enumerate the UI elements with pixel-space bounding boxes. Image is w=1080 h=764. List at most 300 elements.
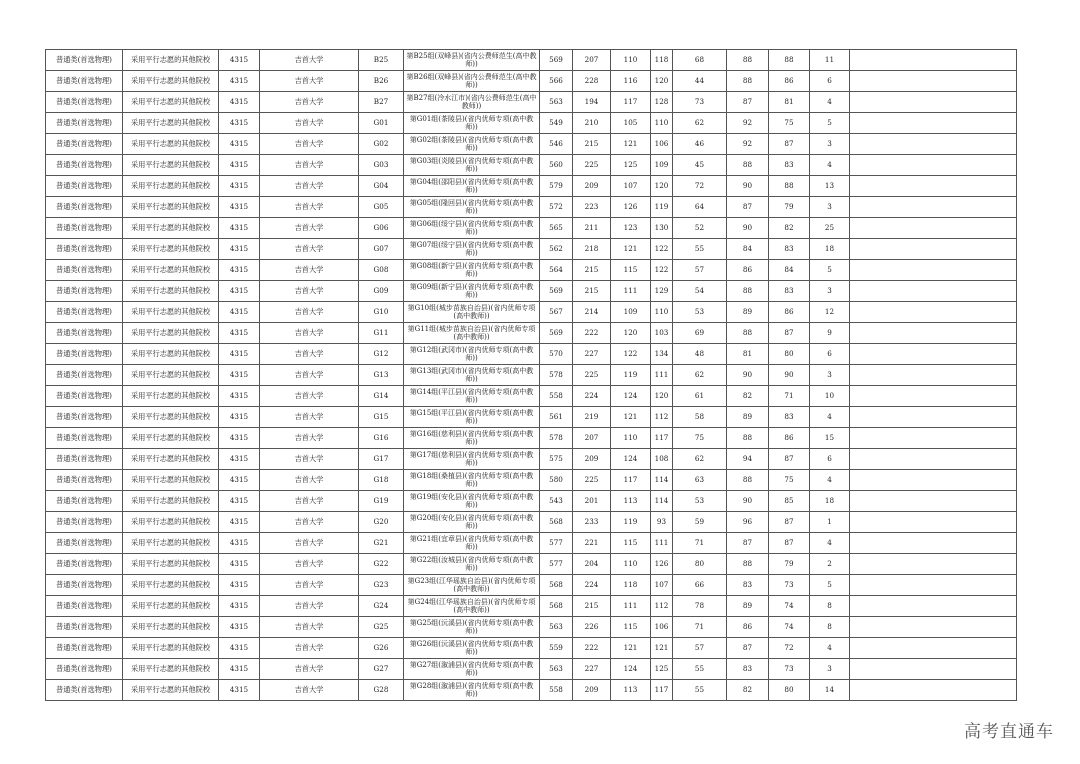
cell-category: 普通类(首选物理)	[46, 554, 123, 575]
cell-min-total-score: 560	[540, 155, 573, 176]
cell-score-subject-c: 48	[673, 344, 727, 365]
cell-score-subject-b: 111	[651, 365, 673, 386]
cell-score-subject-c: 55	[673, 680, 727, 701]
cell-remark	[850, 113, 1017, 134]
cell-batch: 采用平行志愿的其他院校	[123, 554, 219, 575]
cell-score-subject-e: 79	[769, 197, 810, 218]
cell-score-subject-b: 114	[651, 470, 673, 491]
cell-category: 普通类(首选物理)	[46, 470, 123, 491]
cell-school-name: 吉首大学	[260, 386, 359, 407]
cell-score-subject-d: 94	[727, 449, 769, 470]
table-row	[46, 617, 1017, 638]
cell-score-chinese-math: 219	[573, 407, 611, 428]
cell-score-subject-c: 52	[673, 218, 727, 239]
cell-school-name: 吉首大学	[260, 71, 359, 92]
cell-remark	[850, 71, 1017, 92]
cell-group-code: B26	[359, 71, 404, 92]
cell-category: 普通类(首选物理)	[46, 71, 123, 92]
cell-group-name: 第G26组(沅溪县)(省内优师专项(高中教师))	[404, 638, 540, 659]
cell-count: 10	[810, 386, 850, 407]
cell-min-total-score: 558	[540, 386, 573, 407]
cell-school-code: 4315	[219, 407, 260, 428]
cell-score-subject-d: 88	[727, 470, 769, 491]
cell-min-total-score: 559	[540, 638, 573, 659]
cell-count: 3	[810, 281, 850, 302]
cell-group-code: G18	[359, 470, 404, 491]
cell-remark	[850, 176, 1017, 197]
cell-score-chinese-math: 215	[573, 596, 611, 617]
cell-score-subject-e: 71	[769, 386, 810, 407]
cell-score-subject-e: 87	[769, 134, 810, 155]
cell-count: 4	[810, 92, 850, 113]
cell-group-name: 第G28组(溆浦县)(省内优师专项(高中教师))	[404, 680, 540, 701]
cell-school-code: 4315	[219, 512, 260, 533]
cell-group-code: G07	[359, 239, 404, 260]
cell-group-name: 第G01组(茶陵县)(省内优师专项(高中教师))	[404, 113, 540, 134]
cell-group-code: G25	[359, 617, 404, 638]
table-row	[46, 260, 1017, 281]
cell-group-code: G27	[359, 659, 404, 680]
cell-group-name: 第G24组(江华瑶族自治县)(省内优师专项(高中教师))	[404, 596, 540, 617]
table-row	[46, 197, 1017, 218]
cell-score-subject-a: 105	[611, 113, 651, 134]
cell-category: 普通类(首选物理)	[46, 155, 123, 176]
cell-score-chinese-math: 201	[573, 491, 611, 512]
cell-score-subject-a: 121	[611, 407, 651, 428]
cell-score-subject-e: 87	[769, 512, 810, 533]
cell-remark	[850, 92, 1017, 113]
cell-min-total-score: 569	[540, 323, 573, 344]
cell-batch: 采用平行志愿的其他院校	[123, 428, 219, 449]
cell-score-subject-a: 118	[611, 575, 651, 596]
cell-remark	[850, 617, 1017, 638]
cell-group-code: G15	[359, 407, 404, 428]
cell-score-subject-a: 110	[611, 428, 651, 449]
cell-school-code: 4315	[219, 323, 260, 344]
cell-score-subject-a: 124	[611, 386, 651, 407]
watermark-text: 高考直通车	[964, 722, 1054, 742]
cell-batch: 采用平行志愿的其他院校	[123, 239, 219, 260]
cell-min-total-score: 546	[540, 134, 573, 155]
cell-remark	[850, 512, 1017, 533]
cell-score-subject-a: 117	[611, 470, 651, 491]
cell-batch: 采用平行志愿的其他院校	[123, 50, 219, 71]
cell-category: 普通类(首选物理)	[46, 281, 123, 302]
cell-score-subject-e: 87	[769, 323, 810, 344]
cell-remark	[850, 218, 1017, 239]
cell-school-name: 吉首大学	[260, 533, 359, 554]
table-row	[46, 50, 1017, 71]
cell-score-subject-c: 53	[673, 302, 727, 323]
cell-score-subject-e: 87	[769, 449, 810, 470]
cell-school-code: 4315	[219, 260, 260, 281]
cell-school-name: 吉首大学	[260, 575, 359, 596]
cell-remark	[850, 575, 1017, 596]
cell-score-subject-d: 96	[727, 512, 769, 533]
cell-score-chinese-math: 209	[573, 449, 611, 470]
cell-min-total-score: 568	[540, 575, 573, 596]
cell-score-subject-a: 120	[611, 323, 651, 344]
cell-school-code: 4315	[219, 596, 260, 617]
cell-min-total-score: 577	[540, 554, 573, 575]
cell-score-subject-b: 114	[651, 491, 673, 512]
cell-group-code: G21	[359, 533, 404, 554]
cell-score-subject-e: 82	[769, 218, 810, 239]
cell-batch: 采用平行志愿的其他院校	[123, 113, 219, 134]
table-row	[46, 71, 1017, 92]
cell-school-name: 吉首大学	[260, 176, 359, 197]
cell-score-subject-b: 109	[651, 155, 673, 176]
cell-min-total-score: 569	[540, 281, 573, 302]
cell-school-name: 吉首大学	[260, 659, 359, 680]
cell-count: 9	[810, 323, 850, 344]
cell-score-subject-d: 89	[727, 596, 769, 617]
cell-group-code: G10	[359, 302, 404, 323]
cell-school-code: 4315	[219, 575, 260, 596]
cell-score-subject-a: 121	[611, 239, 651, 260]
cell-school-name: 吉首大学	[260, 449, 359, 470]
cell-group-code: G24	[359, 596, 404, 617]
cell-score-subject-c: 62	[673, 365, 727, 386]
cell-score-subject-d: 92	[727, 134, 769, 155]
table-row	[46, 491, 1017, 512]
cell-min-total-score: 568	[540, 596, 573, 617]
cell-score-subject-d: 87	[727, 533, 769, 554]
cell-min-total-score: 575	[540, 449, 573, 470]
cell-score-subject-b: 110	[651, 302, 673, 323]
cell-group-code: G05	[359, 197, 404, 218]
cell-score-subject-d: 88	[727, 71, 769, 92]
cell-min-total-score: 568	[540, 512, 573, 533]
cell-score-chinese-math: 227	[573, 659, 611, 680]
cell-group-code: B25	[359, 50, 404, 71]
cell-min-total-score: 564	[540, 260, 573, 281]
cell-score-subject-b: 129	[651, 281, 673, 302]
cell-score-subject-e: 81	[769, 92, 810, 113]
cell-batch: 采用平行志愿的其他院校	[123, 596, 219, 617]
cell-remark	[850, 50, 1017, 71]
table-row	[46, 407, 1017, 428]
cell-score-subject-c: 44	[673, 71, 727, 92]
cell-category: 普通类(首选物理)	[46, 134, 123, 155]
cell-score-chinese-math: 209	[573, 680, 611, 701]
cell-score-chinese-math: 215	[573, 134, 611, 155]
cell-count: 13	[810, 176, 850, 197]
cell-batch: 采用平行志愿的其他院校	[123, 155, 219, 176]
cell-score-subject-e: 88	[769, 50, 810, 71]
cell-group-code: G04	[359, 176, 404, 197]
cell-category: 普通类(首选物理)	[46, 239, 123, 260]
cell-score-chinese-math: 227	[573, 344, 611, 365]
cell-min-total-score: 572	[540, 197, 573, 218]
cell-school-name: 吉首大学	[260, 365, 359, 386]
cell-score-subject-c: 62	[673, 449, 727, 470]
cell-score-subject-d: 88	[727, 554, 769, 575]
table-row	[46, 155, 1017, 176]
cell-group-name: 第G02组(茶陵县)(省内优师专项(高中教师))	[404, 134, 540, 155]
cell-remark	[850, 554, 1017, 575]
cell-score-chinese-math: 225	[573, 470, 611, 491]
cell-score-subject-d: 88	[727, 50, 769, 71]
cell-score-subject-d: 90	[727, 491, 769, 512]
cell-count: 3	[810, 659, 850, 680]
cell-group-name: 第G11组(城步苗族自治县)(省内优师专项(高中教师))	[404, 323, 540, 344]
cell-score-subject-b: 108	[651, 449, 673, 470]
cell-group-name: 第G08组(新宁县)(省内优师专项(高中教师))	[404, 260, 540, 281]
cell-score-subject-c: 62	[673, 113, 727, 134]
cell-batch: 采用平行志愿的其他院校	[123, 617, 219, 638]
cell-category: 普通类(首选物理)	[46, 113, 123, 134]
cell-school-name: 吉首大学	[260, 113, 359, 134]
cell-score-subject-a: 110	[611, 50, 651, 71]
cell-school-name: 吉首大学	[260, 596, 359, 617]
cell-score-subject-c: 55	[673, 659, 727, 680]
cell-score-subject-d: 90	[727, 176, 769, 197]
cell-school-code: 4315	[219, 92, 260, 113]
cell-school-name: 吉首大学	[260, 680, 359, 701]
cell-school-code: 4315	[219, 680, 260, 701]
cell-category: 普通类(首选物理)	[46, 92, 123, 113]
cell-group-code: G14	[359, 386, 404, 407]
admission-score-table-sheet	[45, 49, 1017, 701]
cell-count: 8	[810, 617, 850, 638]
cell-score-subject-a: 111	[611, 281, 651, 302]
cell-score-subject-d: 89	[727, 407, 769, 428]
cell-category: 普通类(首选物理)	[46, 659, 123, 680]
table-row	[46, 554, 1017, 575]
cell-score-subject-d: 83	[727, 659, 769, 680]
cell-score-subject-b: 111	[651, 533, 673, 554]
cell-score-subject-d: 88	[727, 155, 769, 176]
cell-min-total-score: 563	[540, 617, 573, 638]
cell-group-name: 第G16组(慈利县)(省内优师专项(高中教师))	[404, 428, 540, 449]
cell-score-subject-d: 90	[727, 365, 769, 386]
cell-min-total-score: 577	[540, 533, 573, 554]
cell-score-chinese-math: 222	[573, 323, 611, 344]
cell-count: 2	[810, 554, 850, 575]
cell-score-subject-e: 80	[769, 344, 810, 365]
cell-score-subject-a: 126	[611, 197, 651, 218]
cell-score-subject-e: 86	[769, 71, 810, 92]
cell-count: 5	[810, 113, 850, 134]
cell-group-code: B27	[359, 92, 404, 113]
table-row	[46, 218, 1017, 239]
cell-score-chinese-math: 225	[573, 365, 611, 386]
cell-school-name: 吉首大学	[260, 134, 359, 155]
cell-score-subject-e: 83	[769, 281, 810, 302]
cell-score-subject-e: 87	[769, 533, 810, 554]
cell-score-chinese-math: 224	[573, 386, 611, 407]
cell-score-chinese-math: 207	[573, 428, 611, 449]
table-row	[46, 176, 1017, 197]
cell-score-subject-b: 118	[651, 50, 673, 71]
admission-score-table	[45, 49, 1017, 701]
cell-batch: 采用平行志愿的其他院校	[123, 218, 219, 239]
cell-score-subject-a: 109	[611, 302, 651, 323]
cell-score-subject-e: 90	[769, 365, 810, 386]
cell-remark	[850, 197, 1017, 218]
table-row	[46, 281, 1017, 302]
cell-school-code: 4315	[219, 659, 260, 680]
cell-min-total-score: 580	[540, 470, 573, 491]
cell-school-name: 吉首大学	[260, 407, 359, 428]
cell-min-total-score: 578	[540, 365, 573, 386]
cell-score-subject-e: 73	[769, 575, 810, 596]
cell-count: 11	[810, 50, 850, 71]
cell-category: 普通类(首选物理)	[46, 323, 123, 344]
table-row	[46, 344, 1017, 365]
cell-score-subject-a: 119	[611, 512, 651, 533]
cell-score-subject-c: 59	[673, 512, 727, 533]
cell-score-subject-c: 73	[673, 92, 727, 113]
cell-group-code: G28	[359, 680, 404, 701]
cell-score-subject-c: 57	[673, 260, 727, 281]
cell-group-name: 第G10组(城步苗族自治县)(省内优师专项(高中教师))	[404, 302, 540, 323]
cell-score-subject-c: 53	[673, 491, 727, 512]
cell-school-code: 4315	[219, 533, 260, 554]
cell-school-code: 4315	[219, 365, 260, 386]
cell-school-code: 4315	[219, 344, 260, 365]
cell-score-subject-c: 78	[673, 596, 727, 617]
cell-count: 8	[810, 596, 850, 617]
cell-category: 普通类(首选物理)	[46, 638, 123, 659]
cell-remark	[850, 134, 1017, 155]
cell-category: 普通类(首选物理)	[46, 596, 123, 617]
cell-school-name: 吉首大学	[260, 638, 359, 659]
cell-remark	[850, 365, 1017, 386]
cell-min-total-score: 578	[540, 428, 573, 449]
cell-score-subject-c: 72	[673, 176, 727, 197]
cell-score-chinese-math: 225	[573, 155, 611, 176]
cell-remark	[850, 155, 1017, 176]
cell-score-subject-d: 86	[727, 617, 769, 638]
cell-score-chinese-math: 226	[573, 617, 611, 638]
cell-group-code: G20	[359, 512, 404, 533]
cell-group-name: 第G12组(武冈市)(省内优师专项(高中教师))	[404, 344, 540, 365]
cell-score-subject-a: 115	[611, 260, 651, 281]
cell-group-name: 第B26组(双峰县)(省内公费师范生(高中教师))	[404, 71, 540, 92]
cell-score-chinese-math: 209	[573, 176, 611, 197]
cell-score-subject-c: 63	[673, 470, 727, 491]
cell-count: 4	[810, 638, 850, 659]
cell-score-subject-e: 79	[769, 554, 810, 575]
table-row	[46, 596, 1017, 617]
cell-group-code: G03	[359, 155, 404, 176]
cell-group-code: G02	[359, 134, 404, 155]
cell-school-code: 4315	[219, 386, 260, 407]
cell-score-chinese-math: 214	[573, 302, 611, 323]
cell-batch: 采用平行志愿的其他院校	[123, 260, 219, 281]
cell-count: 5	[810, 575, 850, 596]
cell-batch: 采用平行志愿的其他院校	[123, 365, 219, 386]
cell-batch: 采用平行志愿的其他院校	[123, 512, 219, 533]
cell-group-code: G09	[359, 281, 404, 302]
cell-school-name: 吉首大学	[260, 218, 359, 239]
cell-score-chinese-math: 215	[573, 281, 611, 302]
cell-school-code: 4315	[219, 449, 260, 470]
cell-batch: 采用平行志愿的其他院校	[123, 323, 219, 344]
cell-score-subject-d: 84	[727, 239, 769, 260]
cell-score-subject-c: 61	[673, 386, 727, 407]
cell-score-subject-d: 83	[727, 575, 769, 596]
cell-category: 普通类(首选物理)	[46, 449, 123, 470]
cell-group-name: 第B25组(双峰县)(省内公费师范生(高中教师))	[404, 50, 540, 71]
cell-category: 普通类(首选物理)	[46, 575, 123, 596]
cell-school-code: 4315	[219, 281, 260, 302]
cell-score-subject-b: 110	[651, 113, 673, 134]
cell-school-name: 吉首大学	[260, 491, 359, 512]
cell-group-name: 第G22组(汝城县)(省内优师专项(高中教师))	[404, 554, 540, 575]
cell-group-code: G26	[359, 638, 404, 659]
cell-category: 普通类(首选物理)	[46, 407, 123, 428]
cell-batch: 采用平行志愿的其他院校	[123, 533, 219, 554]
cell-group-name: 第B27组(冷水江市)(省内公费师范生(高中教师))	[404, 92, 540, 113]
cell-remark	[850, 659, 1017, 680]
cell-score-chinese-math: 207	[573, 50, 611, 71]
cell-school-name: 吉首大学	[260, 323, 359, 344]
cell-score-subject-a: 116	[611, 71, 651, 92]
cell-score-subject-e: 75	[769, 470, 810, 491]
cell-score-subject-b: 125	[651, 659, 673, 680]
cell-school-name: 吉首大学	[260, 428, 359, 449]
cell-score-chinese-math: 215	[573, 260, 611, 281]
cell-batch: 采用平行志愿的其他院校	[123, 176, 219, 197]
cell-remark	[850, 323, 1017, 344]
cell-group-name: 第G20组(安化县)(省内优师专项(高中教师))	[404, 512, 540, 533]
cell-count: 6	[810, 71, 850, 92]
cell-score-subject-c: 69	[673, 323, 727, 344]
cell-min-total-score: 561	[540, 407, 573, 428]
cell-remark	[850, 680, 1017, 701]
cell-group-code: G11	[359, 323, 404, 344]
cell-score-subject-a: 113	[611, 680, 651, 701]
cell-batch: 采用平行志愿的其他院校	[123, 470, 219, 491]
cell-score-subject-a: 117	[611, 92, 651, 113]
cell-batch: 采用平行志愿的其他院校	[123, 134, 219, 155]
cell-count: 18	[810, 491, 850, 512]
cell-score-subject-d: 88	[727, 323, 769, 344]
cell-school-code: 4315	[219, 491, 260, 512]
cell-group-name: 第G05组(隆回县)(省内优师专项(高中教师))	[404, 197, 540, 218]
cell-score-chinese-math: 228	[573, 71, 611, 92]
cell-remark	[850, 638, 1017, 659]
cell-count: 18	[810, 239, 850, 260]
cell-score-subject-c: 55	[673, 239, 727, 260]
cell-score-subject-c: 54	[673, 281, 727, 302]
cell-group-code: G19	[359, 491, 404, 512]
cell-group-name: 第G27组(溆浦县)(省内优师专项(高中教师))	[404, 659, 540, 680]
cell-min-total-score: 579	[540, 176, 573, 197]
cell-batch: 采用平行志愿的其他院校	[123, 92, 219, 113]
cell-score-subject-e: 73	[769, 659, 810, 680]
cell-score-subject-c: 57	[673, 638, 727, 659]
cell-score-subject-b: 120	[651, 176, 673, 197]
cell-category: 普通类(首选物理)	[46, 386, 123, 407]
cell-school-name: 吉首大学	[260, 617, 359, 638]
cell-school-code: 4315	[219, 218, 260, 239]
cell-min-total-score: 569	[540, 50, 573, 71]
cell-remark	[850, 281, 1017, 302]
table-row	[46, 134, 1017, 155]
cell-school-code: 4315	[219, 239, 260, 260]
cell-count: 25	[810, 218, 850, 239]
cell-score-subject-e: 86	[769, 428, 810, 449]
cell-score-subject-e: 83	[769, 407, 810, 428]
cell-min-total-score: 543	[540, 491, 573, 512]
table-row	[46, 533, 1017, 554]
cell-remark	[850, 428, 1017, 449]
cell-score-subject-b: 117	[651, 680, 673, 701]
